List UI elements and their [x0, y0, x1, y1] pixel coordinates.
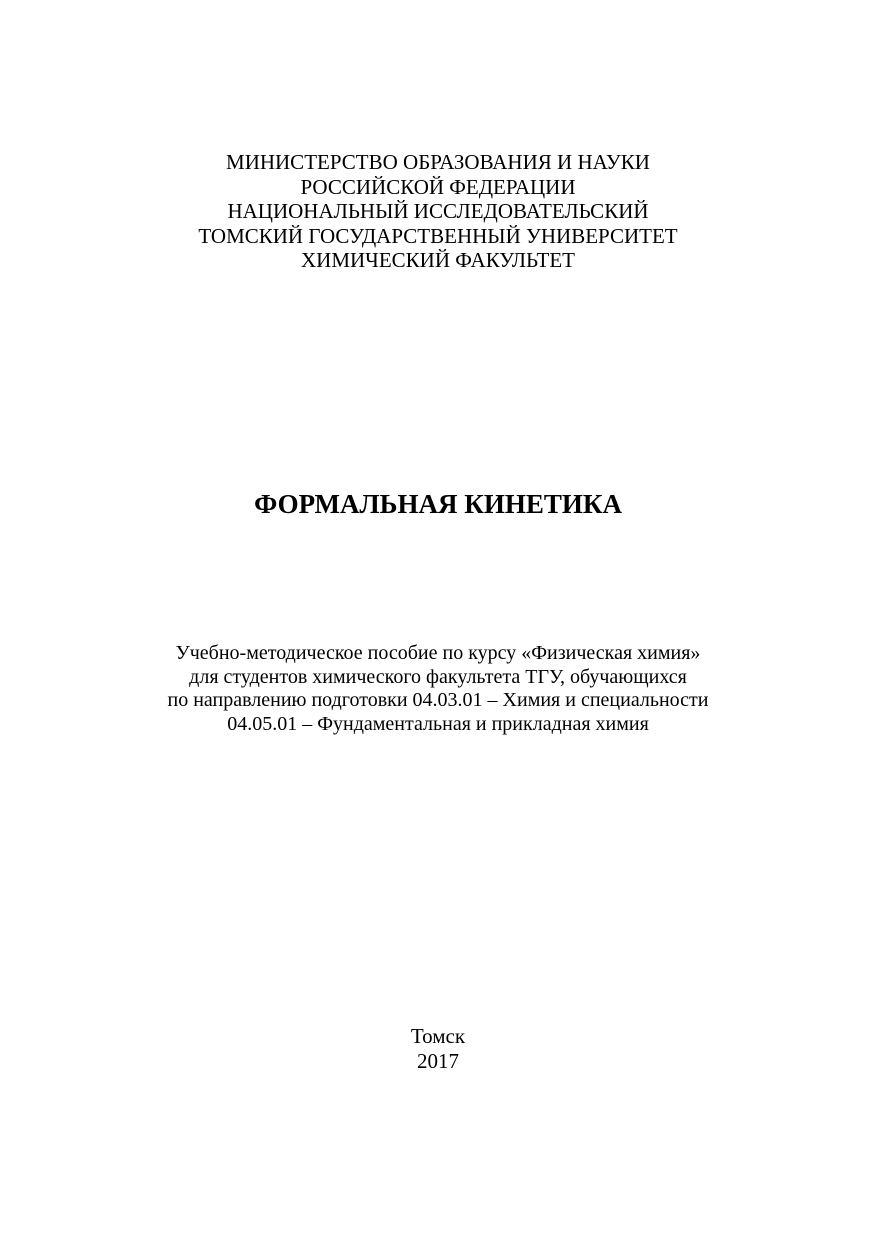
- publication-year: 2017: [417, 1049, 459, 1073]
- header-line-federation: РОССИЙСКОЙ ФЕДЕРАЦИИ: [300, 174, 576, 199]
- document-title: ФОРМАЛЬНАЯ КИНЕТИКА: [254, 489, 622, 519]
- publication-city: Томск: [410, 1024, 466, 1048]
- description-line-3: по направлению подготовки 04.03.01 – Химия и специальности: [167, 689, 709, 711]
- document-description: [0, 642, 876, 736]
- publication-info: [0, 1024, 876, 1074]
- header-line-university: ТОМСКИЙ ГОСУДАРСТВЕННЫЙ УНИВЕРСИТЕТ: [198, 223, 678, 248]
- description-line-1: Учебно-методическое пособие по курсу «Физическая химия»: [175, 642, 701, 664]
- description-line-4: 04.05.01 – Фундаментальная и прикладная химия: [227, 712, 649, 735]
- header-line-ministry: МИНИСТЕРСТВО ОБРАЗОВАНИЯ И НАУКИ: [226, 150, 650, 174]
- header-line-research: НАЦИОНАЛЬНЫЙ ИССЛЕДОВАТЕЛЬСКИЙ: [227, 199, 649, 223]
- header-line-faculty: ХИМИЧЕСКИЙ ФАКУЛЬТЕТ: [301, 248, 575, 272]
- institution-header: [0, 150, 876, 273]
- description-line-2: для студентов химического факультета ТГУ, обучающихся: [189, 665, 687, 688]
